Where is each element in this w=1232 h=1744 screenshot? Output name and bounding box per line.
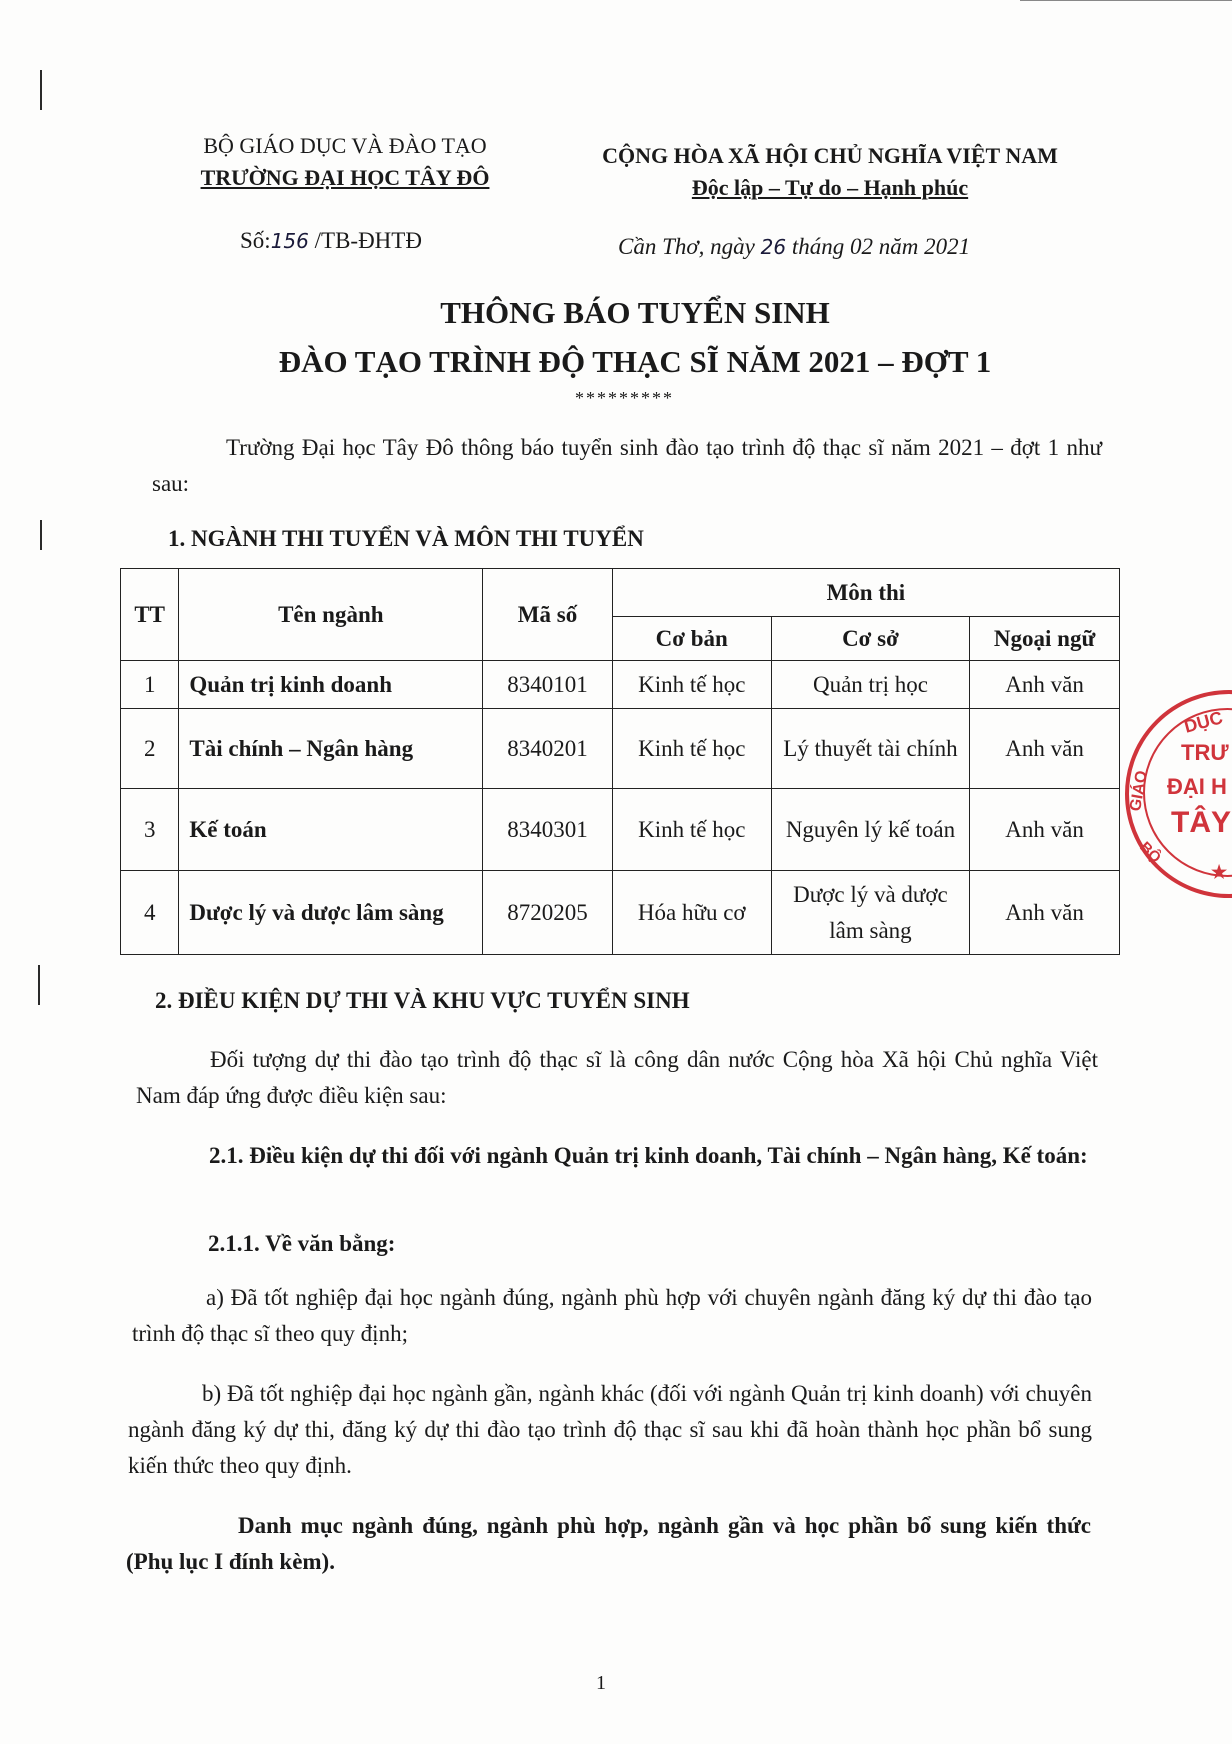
seal-star-icon: ★: [1211, 862, 1228, 882]
cell-tt: 2: [121, 709, 179, 789]
school-name: TRƯỜNG ĐẠI HỌC TÂY ĐÔ: [200, 165, 490, 190]
cell-basic: Hóa hữu cơ: [612, 871, 771, 955]
col-code-header: Mã số: [483, 569, 613, 661]
republic-name: CỘNG HÒA XÃ HỘI CHỦ NGHĨA VIỆT NAM: [602, 143, 1058, 168]
cell-name: Quản trị kinh doanh: [179, 661, 483, 709]
section-1-heading: 1. NGÀNH THI TUYỂN VÀ MÔN THI TUYỂN: [168, 526, 644, 551]
title-line-2: ĐÀO TẠO TRÌNH ĐỘ THẠC SĨ NĂM 2021 – ĐỢT 1: [278, 344, 992, 379]
cell-basic: Kinh tế học: [612, 709, 771, 789]
col-subjects-header: Môn thi: [612, 569, 1119, 617]
cell-tt: 1: [121, 661, 179, 709]
cell-basic: Kinh tế học: [612, 661, 771, 709]
cell-base: Nguyên lý kế toán: [771, 789, 969, 871]
cell-lang: Anh văn: [970, 871, 1120, 955]
cell-code: 8340101: [483, 661, 613, 709]
scan-edge-mark: [40, 70, 42, 110]
scan-edge-mark: [40, 520, 42, 550]
cell-lang: Anh văn: [970, 709, 1120, 789]
title-line-1: THÔNG BÁO TUYỂN SINH: [440, 295, 830, 330]
section-2-intro: Đối tượng dự thi đào tạo trình độ thạc sĩ là công dân nước Cộng hòa Xã hội Chủ nghĩa Việt Nam đáp ứng được điều kiện sau:: [136, 1047, 1098, 1108]
cell-code: 8340201: [483, 709, 613, 789]
cell-code: 8720205: [483, 871, 613, 955]
cell-tt: 4: [121, 871, 179, 955]
cell-basic: Kinh tế học: [612, 789, 771, 871]
handwritten-number: 156: [270, 229, 309, 253]
table-row: [121, 789, 1120, 871]
cell-lang: Anh văn: [970, 789, 1120, 871]
cell-name: Dược lý và dược lâm sàng: [179, 871, 483, 955]
seal-text-top: DỤC: [1181, 707, 1225, 737]
section-2-heading: 2. ĐIỀU KIỆN DỰ THI VÀ KHU VỰC TUYỂN SINH: [155, 988, 690, 1013]
cell-tt: 3: [121, 789, 179, 871]
handwritten-day: 26: [760, 235, 787, 259]
table-row: [121, 709, 1120, 789]
appendix-note: Danh mục ngành đúng, ngành phù hợp, ngành gần và học phần bổ sung kiến thức (Phụ lục I đính kèm).: [126, 1513, 1091, 1574]
col-base-header: Cơ sở: [771, 617, 969, 661]
col-name-header: Tên ngành: [179, 569, 483, 661]
header-left: [175, 130, 515, 194]
item-a: a) Đã tốt nghiệp đại học ngành đúng, ngành phù hợp với chuyên ngành đăng ký dự thi đào tạo trình độ thạc sĩ theo quy định;: [132, 1285, 1092, 1346]
table-row: [121, 871, 1120, 955]
ministry-name: BỘ GIÁO DỤC VÀ ĐÀO TẠO: [203, 133, 487, 158]
item-b: b) Đã tốt nghiệp đại học ngành gần, ngành khác (đối với ngành Quản trị kinh doanh) với chuyên ngành đăng ký dự thi, đăng ký dự thi đào tạo trình độ thạc sĩ sau khi đã hoàn thành học phần bổ sung kiến thức theo quy định.: [128, 1381, 1092, 1478]
admission-table: [120, 568, 1120, 955]
col-tt-header: TT: [121, 569, 179, 661]
seal-text-line1: TRƯ: [1181, 740, 1229, 765]
cell-base: Lý thuyết tài chính: [771, 709, 969, 789]
page-number: 1: [596, 1672, 606, 1694]
cell-name: Kế toán: [179, 789, 483, 871]
document-number: Số:156 /TB-ĐHTĐ: [240, 228, 422, 253]
cell-base: Dược lý và dược lâm sàng: [771, 871, 969, 955]
scan-edge-mark: [38, 965, 40, 1005]
document-date: Cần Thơ, ngày 26 tháng 02 năm 2021: [618, 234, 971, 259]
col-basic-header: Cơ bản: [612, 617, 771, 661]
title-stars: *********: [575, 388, 674, 408]
cell-code: 8340301: [483, 789, 613, 871]
seal-text-left: GIÁO: [1127, 769, 1151, 813]
header-right: [560, 140, 1100, 204]
cell-lang: Anh văn: [970, 661, 1120, 709]
scan-edge-mark: [1020, 0, 1232, 1]
cell-base: Quản trị học: [771, 661, 969, 709]
col-lang-header: Ngoại ngữ: [970, 617, 1120, 661]
seal-text-bottom: BỘ: [1136, 838, 1165, 867]
table-row: [121, 661, 1120, 709]
seal-text-line3: TÂY: [1171, 806, 1231, 839]
intro-paragraph: Trường Đại học Tây Đô thông báo tuyển sinh đào tạo trình độ thạc sĩ năm 2021 – đợt 1 như sau:: [152, 435, 1102, 496]
red-seal: [1125, 690, 1232, 898]
seal-text-line2: ĐẠI H: [1167, 774, 1227, 799]
subsection-2-1: 2.1. Điều kiện dự thi đối với ngành Quản trị kinh doanh, Tài chính – Ngân hàng, Kế toán:: [209, 1143, 1088, 1168]
subsection-2-1-1: 2.1.1. Về văn bằng:: [208, 1231, 396, 1256]
cell-name: Tài chính – Ngân hàng: [179, 709, 483, 789]
national-motto: Độc lập – Tự do – Hạnh phúc: [691, 175, 969, 200]
